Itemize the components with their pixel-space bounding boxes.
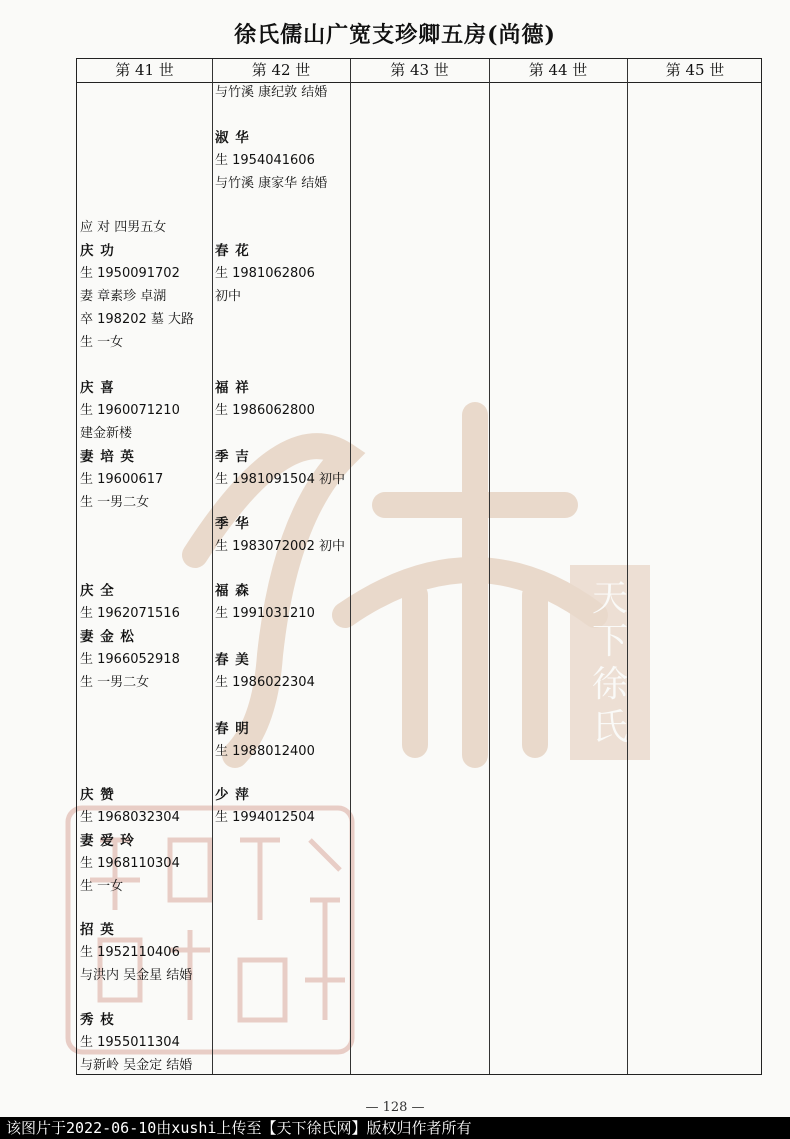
entry-line: 与洪内 吴金星 结婚 xyxy=(80,968,193,983)
person-name: 庆 全 xyxy=(80,583,115,599)
entry-line: 生 19600617 xyxy=(80,472,164,487)
person-name: 庆 功 xyxy=(80,243,115,259)
watermark-char-2: 下 xyxy=(591,621,629,662)
page-title: 徐氏儒山广宽支珍卿五房(尚德) xyxy=(234,22,556,48)
entry-line: 初中 xyxy=(215,289,242,304)
entry-line: 生 1960071210 xyxy=(80,403,180,418)
entry-line: 生 1988012400 xyxy=(215,744,315,759)
page-number: — 128 — xyxy=(365,1100,425,1115)
entry-line: 妻 章素珍 卓湖 xyxy=(80,289,167,304)
person-name: 季 华 xyxy=(215,516,250,532)
entry-line: 生 一男二女 xyxy=(80,495,150,510)
person-name: 季 吉 xyxy=(215,449,250,465)
entry-line: 生 1986062800 xyxy=(215,403,315,418)
person-name: 庆 喜 xyxy=(80,380,115,396)
person-name: 春 明 xyxy=(215,721,250,737)
entry-line: 生 1968032304 xyxy=(80,810,180,825)
watermark-char-4: 氏 xyxy=(591,707,629,748)
entry-line: 与竹溪 康家华 结婚 xyxy=(215,176,328,191)
entry-line: 生 1955011304 xyxy=(80,1035,180,1050)
person-name: 春 花 xyxy=(215,243,250,259)
column-divider xyxy=(627,59,628,1074)
header-row xyxy=(77,59,761,83)
header-gen-43: 第 43 世 xyxy=(390,61,449,79)
entry-line: 生 1994012504 xyxy=(215,810,315,825)
entry-line: 生 1981091504 初中 xyxy=(215,472,345,487)
entry-line: 建金新楼 xyxy=(80,426,133,441)
header-gen-41: 第 41 世 xyxy=(115,61,174,79)
person-name: 招 英 xyxy=(80,922,115,938)
watermark-char-1: 天 xyxy=(591,578,629,619)
header-gen-44: 第 44 世 xyxy=(528,61,588,79)
person-name: 妻 金 松 xyxy=(80,629,135,645)
entry-line: 生 1950091702 xyxy=(80,266,180,281)
column-divider xyxy=(212,59,213,1074)
entry-line: 生 1952110406 xyxy=(80,945,180,960)
person-name: 春 美 xyxy=(215,652,250,668)
person-name: 庆 赞 xyxy=(80,787,115,803)
entry-line: 与新岭 吴金定 结婚 xyxy=(80,1058,193,1073)
entry-line: 生 1991031210 xyxy=(215,606,315,621)
person-name: 少 萍 xyxy=(215,787,250,803)
person-name: 福 祥 xyxy=(215,380,250,396)
header-gen-42: 第 42 世 xyxy=(251,61,311,79)
entry-line: 应 对 四男五女 xyxy=(80,220,167,235)
column-divider xyxy=(489,59,490,1074)
person-name: 福 森 xyxy=(215,583,250,599)
upload-notice-footer: 该图片于2022-06-10由xushi上传至【天下徐氏网】版权归作者所有 xyxy=(0,1117,790,1139)
person-name: 淑 华 xyxy=(215,130,250,146)
entry-line: 卒 198202 墓 大路 xyxy=(80,312,195,327)
entry-line: 生 一女 xyxy=(80,335,124,350)
entry-line: 生 1968110304 xyxy=(80,856,180,871)
entry-line: 与竹溪 康纪敦 结婚 xyxy=(215,85,328,100)
column-divider xyxy=(350,59,351,1074)
entry-line: 生 1954041606 xyxy=(215,153,315,168)
header-gen-45: 第 45 世 xyxy=(665,61,725,79)
entry-line: 生 一女 xyxy=(80,879,124,894)
entry-line: 生 1962071516 xyxy=(80,606,180,621)
entry-line: 生 1981062806 xyxy=(215,266,315,281)
person-name: 秀 枝 xyxy=(80,1012,115,1028)
entry-line: 生 1983072002 初中 xyxy=(215,539,345,554)
watermark-char-3: 徐 xyxy=(591,664,629,705)
person-name: 妻 爱 玲 xyxy=(80,833,135,849)
entry-line: 生 一男二女 xyxy=(80,675,150,690)
genealogy-table xyxy=(76,58,762,1075)
entry-line: 生 1966052918 xyxy=(80,652,180,667)
person-name: 妻 培 英 xyxy=(80,449,135,465)
entry-line: 生 1986022304 xyxy=(215,675,315,690)
